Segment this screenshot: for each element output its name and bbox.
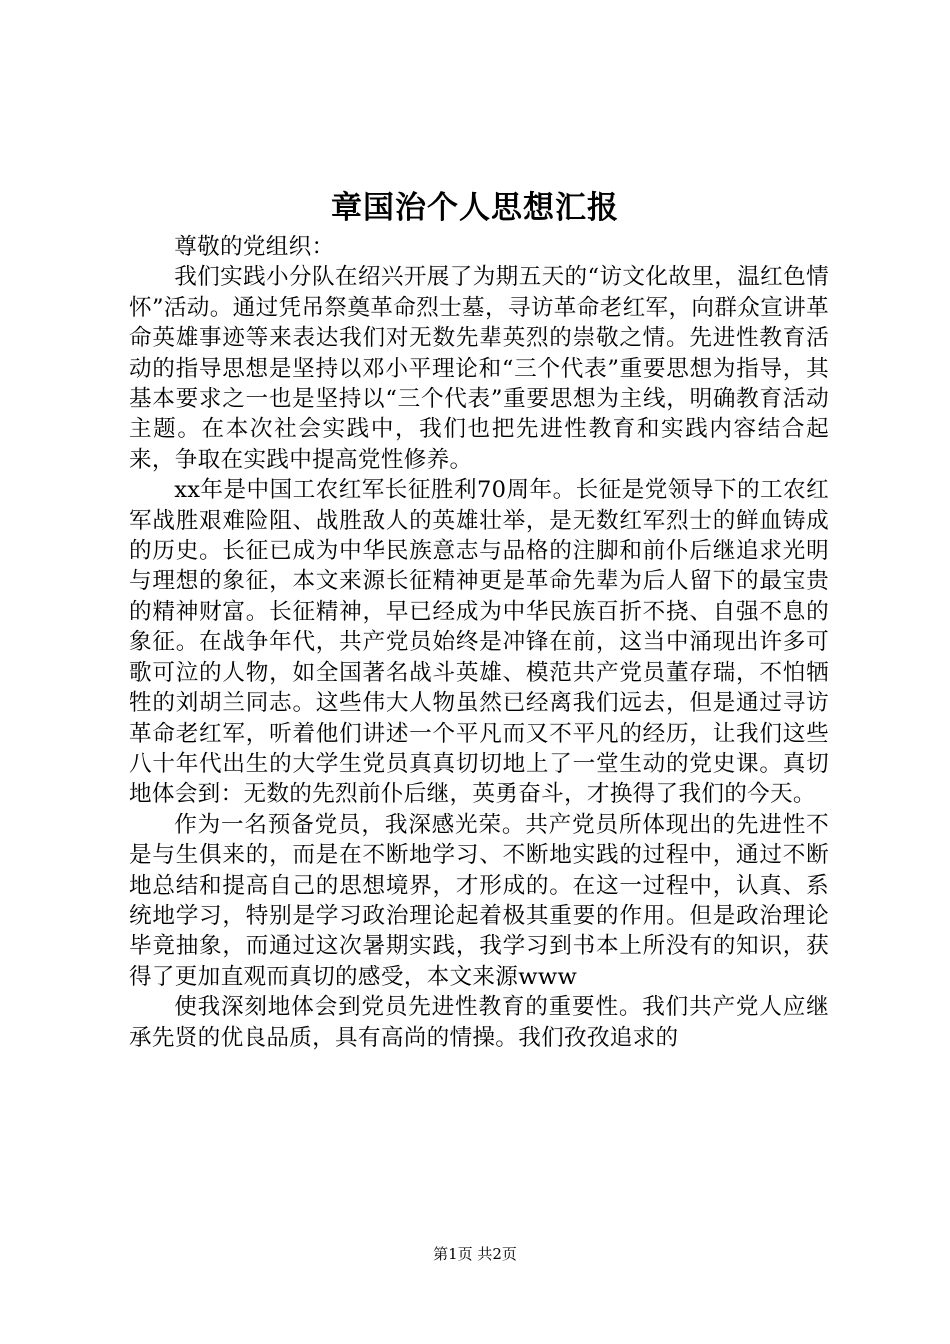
paragraph-4: 使我深刻地体会到党员先进性教育的重要性。我们共产党人应继承先贤的优良品质，具有高尚的情操。我们孜孜追求的 <box>129 994 829 1051</box>
page-title: 章国治个人思想汇报 <box>331 190 619 226</box>
salutation: 尊敬的党组织： <box>174 234 335 260</box>
document-body <box>129 232 829 1053</box>
page-number-footer: 第1页 共2页 <box>433 1245 517 1263</box>
paragraph-2: xx年是中国工农红军长征胜利70周年。长征是党领导下的工农红军战胜艰难险阻、战胜敌人的英雄壮举，是无数红军烈士的鲜血铸成的历史。长征已成为中华民族意志与品格的注脚和前仆后继追求光明与理想的象征，本文来源长征精神更是革命先辈为后人留下的最宝贵的精神财富。长征精神，早已经成为中华民族百折不挠、自强不息的象征。在战争年代，共产党员始终是冲锋在前，这当中涌现出许多可歌可泣的人物，如全国著名战斗英雄、模范共产党员董存瑞，不怕牺牲的刘胡兰同志。这些伟大人物虽然已经离我们远去，但是通过寻访革命老红军，听着他们讲述一个平凡而又不平凡的经历，让我们这些八十年代出生的大学生党员真真切切地上了一堂生动的党史课。真切地体会到：无数的先烈前仆后继，英勇奋斗，才换得了我们的今天。 <box>129 477 829 808</box>
paragraph-3: 作为一名预备党员，我深感光荣。共产党员所体现出的先进性不是与生俱来的，而是在不断地学习、不断地实践的过程中，通过不断地总结和提高自己的思想境界，才形成的。在这一过程中，认真、系统地学习，特别是学习政治理论起着极其重要的作用。但是政治理论毕竟抽象，而通过这次暑期实践，我学习到书本上所没有的知识，获得了更加直观而真切的感受，本文来源www <box>129 811 829 990</box>
paragraph-1: 我们实践小分队在绍兴开展了为期五天的“访文化故里，温红色情怀”活动。通过凭吊祭奠革命烈士墓，寻访革命老红军，向群众宣讲革命英雄事迹等来表达我们对无数先辈英烈的崇敬之情。先进性教育活动的指导思想是坚持以邓小平理论和“三个代表”重要思想为指导，其基本要求之一也是坚持以“三个代表”重要思想为主线，明确教育活动主题。在本次社会实践中，我们也把先进性教育和实践内容结合起来，争取在实践中提高党性修养。 <box>129 264 829 473</box>
